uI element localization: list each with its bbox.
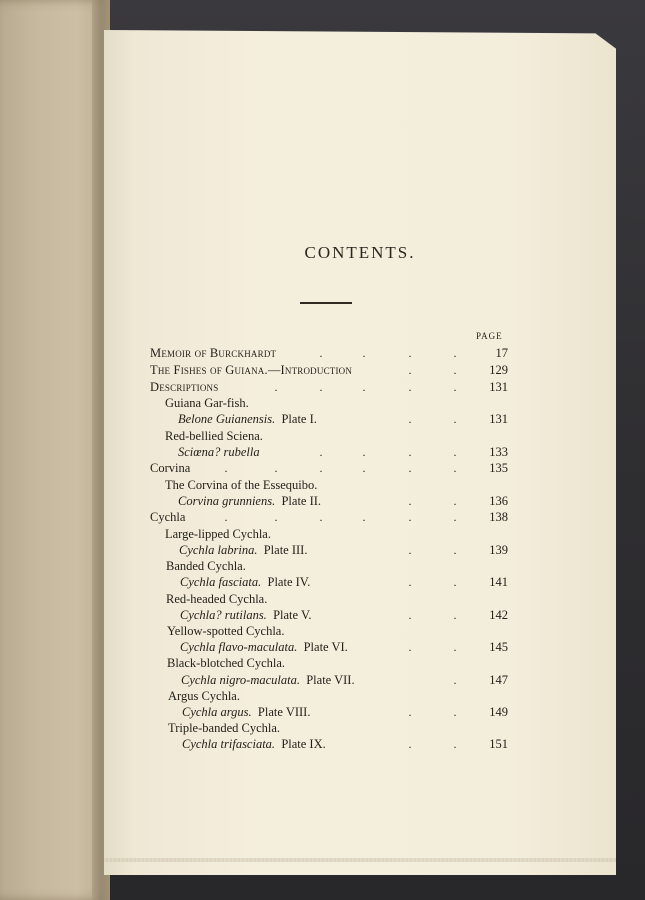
leader-dot: . [319, 346, 323, 360]
leader-dot: . [453, 461, 457, 475]
leader-dot: . [453, 608, 457, 622]
contents-entry [0, 344, 645, 362]
entry-page-number: 151 [489, 737, 508, 751]
leader-dot: . [453, 510, 457, 524]
entry-label [150, 344, 276, 362]
entry-label [150, 361, 352, 379]
entry-page-number: 139 [489, 543, 508, 557]
leader-dot: . [453, 363, 457, 377]
entry-title: Yellow-spotted Cychla. [167, 624, 285, 638]
leader-dot: . [408, 575, 412, 589]
entry-species-name: Cychla? rutilans. [180, 608, 267, 622]
contents-entry [0, 573, 645, 591]
leader-dot: . [453, 705, 457, 719]
entry-plate: Plate VII. [299, 673, 355, 687]
leader-dot: . [408, 461, 412, 475]
entry-page-number: 136 [489, 494, 508, 508]
entry-page-number: 129 [489, 363, 508, 377]
entry-page-number: 142 [489, 608, 508, 622]
entry-title: Cychla [150, 510, 186, 524]
leader-dot: . [408, 363, 412, 377]
leader-dot: . [453, 575, 457, 589]
leader-dot: . [408, 543, 412, 557]
leader-dot: . [224, 461, 228, 475]
entry-title: The Fishes of Guiana.—Introduction [150, 363, 353, 377]
entry-page-number: 141 [489, 575, 508, 589]
leader-dot: . [408, 640, 412, 654]
entry-title: Banded Cychla. [166, 559, 246, 573]
entry-title: Argus Cychla. [168, 689, 240, 703]
entry-label [150, 508, 185, 526]
leader-dot: . [362, 346, 366, 360]
entry-label [178, 410, 317, 428]
leader-dot: . [408, 412, 412, 426]
entry-plate: Plate VIII. [251, 705, 311, 719]
entry-species-name: Corvina grunniens. [178, 494, 276, 508]
leader-dot: . [408, 346, 412, 360]
contents-entry [0, 508, 645, 526]
leader-dot: . [453, 412, 457, 426]
entry-species-name: Cychla argus. [182, 705, 252, 719]
leader-dot: . [362, 380, 366, 394]
entry-page-number: 131 [489, 412, 508, 426]
entry-page-number: 17 [495, 346, 508, 360]
entry-plate: Plate VI. [297, 640, 348, 654]
contents-entry [0, 459, 645, 477]
entry-label [180, 573, 310, 591]
entry-plate: Plate V. [266, 608, 312, 622]
entry-title: The Corvina of the Essequibo. [165, 478, 318, 492]
entry-species-name: Sciœna? rubella [178, 445, 260, 459]
leader-dot: . [408, 380, 412, 394]
leader-dot: . [408, 737, 412, 751]
entry-title: Black-blotched Cychla. [167, 656, 286, 670]
entry-species-name: Cychla nigro-maculata. [181, 673, 300, 687]
entry-plate: Plate IX. [275, 737, 326, 751]
entry-plate: Plate IV. [261, 575, 311, 589]
leader-dot: . [408, 494, 412, 508]
entry-page-number: 131 [489, 380, 508, 394]
leader-dot: . [453, 380, 457, 394]
leader-dot: . [274, 510, 278, 524]
leader-dot: . [408, 608, 412, 622]
contents-entry [0, 410, 645, 428]
leader-dot: . [453, 640, 457, 654]
entry-plate: Plate I. [275, 412, 317, 426]
entry-title: Guiana Gar-fish. [165, 396, 249, 410]
contents-entry [0, 735, 645, 753]
leader-dot: . [453, 673, 457, 687]
leader-dot: . [224, 510, 228, 524]
leader-dot: . [362, 445, 366, 459]
leader-dot: . [319, 380, 323, 394]
contents-entry [0, 361, 645, 379]
entry-page-number: 149 [489, 705, 508, 719]
leader-dot: . [362, 461, 366, 475]
entry-title: Red-headed Cychla. [166, 592, 268, 606]
entry-species-name: Cychla flavo-maculata. [180, 640, 298, 654]
leader-dot: . [453, 494, 457, 508]
entry-label [150, 459, 190, 477]
entry-label [167, 654, 285, 672]
entry-title: Large-lipped Cychla. [165, 527, 271, 541]
leader-dot: . [319, 461, 323, 475]
leader-dot: . [453, 737, 457, 751]
leader-dot: . [408, 510, 412, 524]
entry-species-name: Cychla fasciata. [180, 575, 262, 589]
leader-dot: . [274, 461, 278, 475]
leader-dot: . [362, 510, 366, 524]
entry-plate: Plate II. [275, 494, 322, 508]
entry-page-number: 147 [489, 673, 508, 687]
leader-dot: . [408, 445, 412, 459]
entry-page-number: 145 [489, 640, 508, 654]
leader-dot: . [319, 510, 323, 524]
leader-dot: . [274, 380, 278, 394]
entry-title: Memoir of Burckhardt [150, 346, 277, 360]
entry-page-number: 133 [489, 445, 508, 459]
contents-entry [0, 654, 645, 672]
page-column-label: PAGE [476, 331, 503, 341]
entry-plate: Plate III. [257, 543, 308, 557]
entry-label [182, 735, 326, 753]
entry-page-number: 135 [489, 461, 508, 475]
leader-dot: . [453, 445, 457, 459]
leader-dot: . [319, 445, 323, 459]
entry-title: Triple-banded Cychla. [168, 721, 281, 735]
leader-dot: . [453, 346, 457, 360]
leader-dot: . [408, 705, 412, 719]
leader-dot: . [453, 543, 457, 557]
entry-page-number: 138 [489, 510, 508, 524]
entry-species-name: Cychla labrina. [179, 543, 258, 557]
entry-species-name: Cychla trifasciata. [182, 737, 276, 751]
entry-title: Red-bellied Sciena. [165, 429, 263, 443]
entry-title: Corvina [150, 461, 191, 475]
entry-species-name: Belone Guianensis. [178, 412, 276, 426]
page-title: CONTENTS. [304, 243, 416, 262]
entry-title: Descriptions [150, 380, 219, 394]
